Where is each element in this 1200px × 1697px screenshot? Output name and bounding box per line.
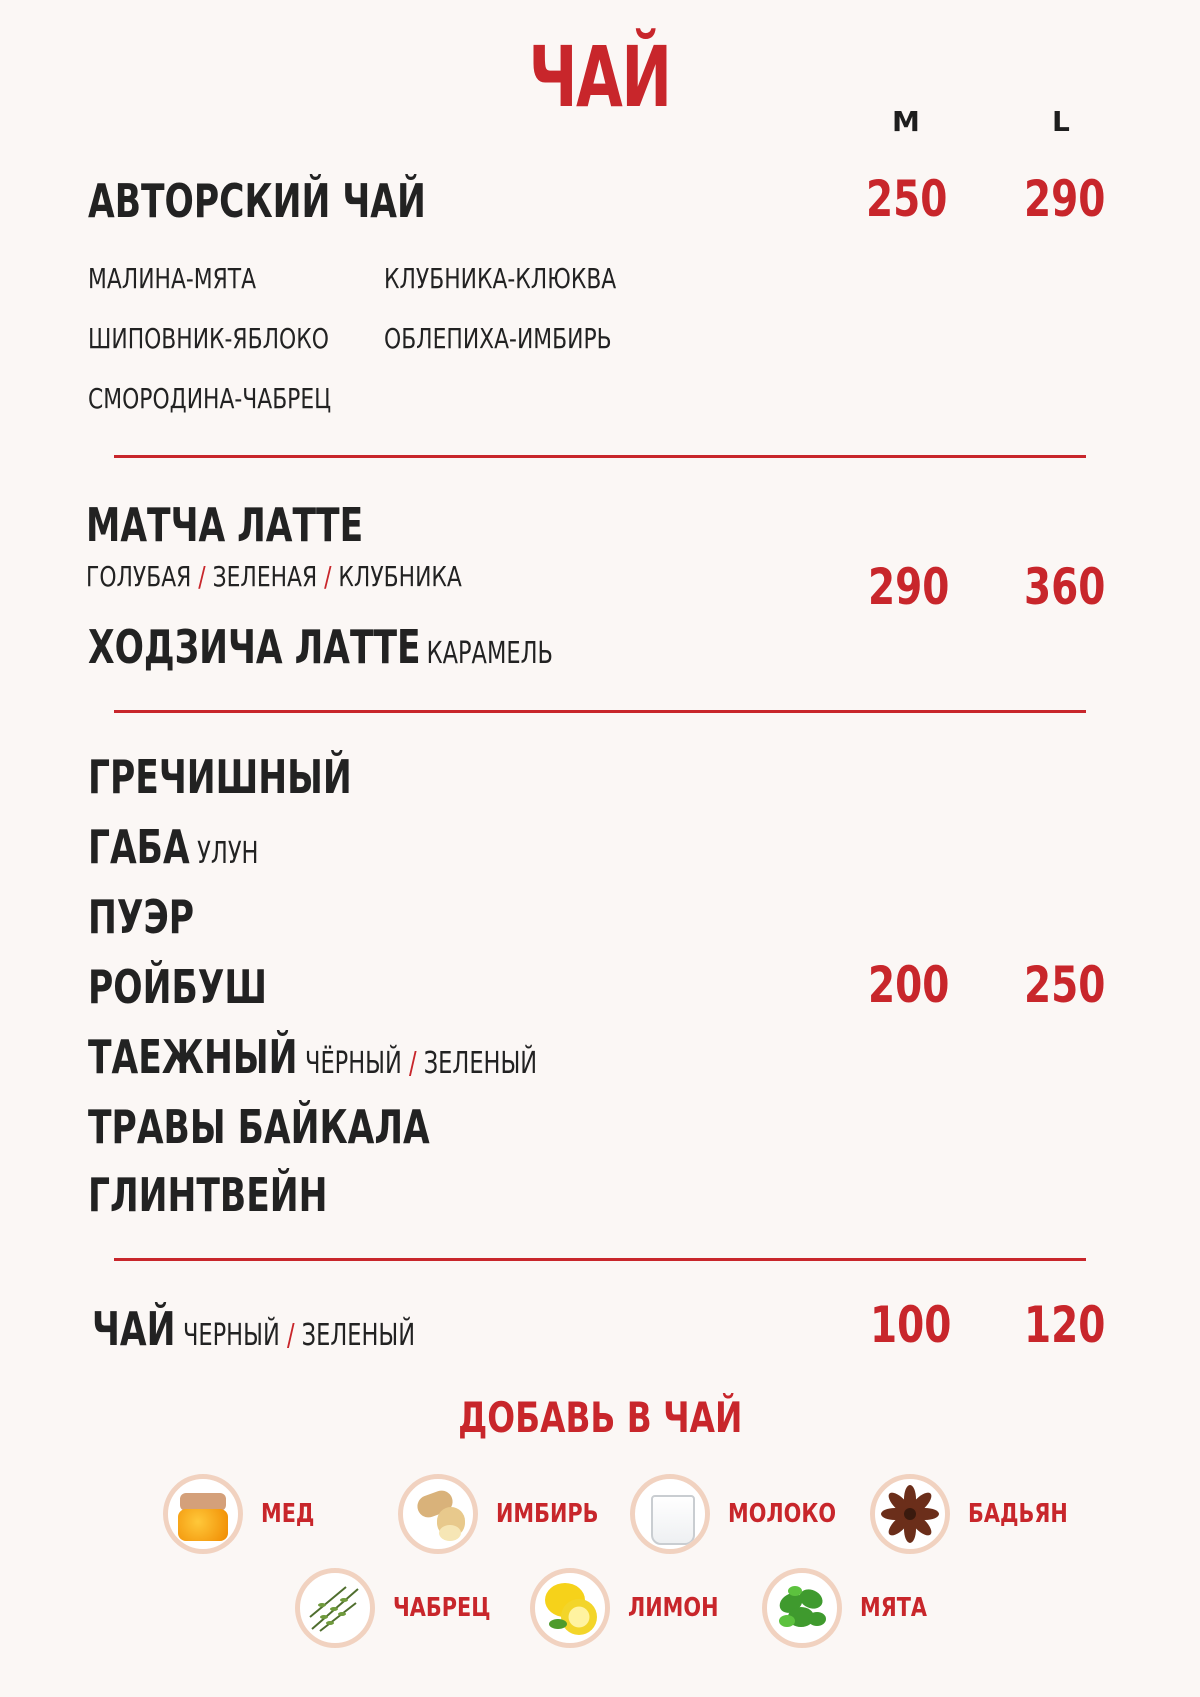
lemon-icon (530, 1568, 610, 1648)
section-divider (114, 710, 1086, 713)
star-anise-icon (870, 1474, 950, 1554)
tea-item-puer: ПУЭР (88, 890, 195, 944)
addon-label: ЧАБРЕЦ (393, 1593, 491, 1623)
section-divider (114, 455, 1086, 458)
addon-label: БАДЬЯН (968, 1499, 1068, 1529)
variant-label: ГОЛУБАЯ (86, 560, 192, 593)
hojicha-latte-row (88, 620, 708, 674)
addon-label: МЕД (261, 1499, 315, 1529)
variant-label: ЗЕЛЕНАЯ (212, 560, 318, 593)
flavor-item: МАЛИНА-МЯТА (88, 262, 257, 295)
slash-separator: / (198, 560, 206, 593)
latte-price-m: 290 (868, 558, 950, 616)
addon-honey (163, 1474, 328, 1554)
flavor-item: КЛУБНИКА-КЛЮКВА (384, 262, 617, 295)
addon-lemon (530, 1568, 741, 1648)
honey-icon (163, 1474, 243, 1554)
author-price-m: 250 (866, 170, 948, 228)
slash-separator: / (324, 560, 332, 593)
matcha-variants (86, 560, 568, 593)
flavor-item: СМОРОДИНА-ЧАБРЕЦ (88, 382, 332, 415)
mint-icon (762, 1568, 842, 1648)
author-price-l: 290 (1024, 170, 1106, 228)
addon-label: МОЛОКО (728, 1499, 837, 1529)
addon-ginger (398, 1474, 624, 1554)
addon-milk (630, 1474, 863, 1554)
latte-price-l: 360 (1024, 558, 1106, 616)
matcha-latte-name: МАТЧА ЛАТТЕ (86, 498, 364, 552)
thyme-icon (295, 1568, 375, 1648)
tea-note: ЧЁРНЫЙ / ЗЕЛЕНЫЙ (305, 1046, 538, 1081)
author-tea-name: АВТОРСКИЙ ЧАЙ (88, 174, 426, 228)
tea-note: УЛУН (197, 836, 259, 871)
section-divider (114, 1258, 1086, 1261)
addon-label: ИМБИРЬ (496, 1499, 599, 1529)
tea-item-taezhny: ТАЕЖНЫЙ ЧЁРНЫЙ / ЗЕЛЕНЫЙ (88, 1030, 538, 1084)
hojicha-latte-name: ХОДЗИЧА ЛАТТЕ (88, 620, 421, 674)
page-title: ЧАЙ (528, 28, 671, 126)
flavor-item: ОБЛЕПИХА-ИМБИРЬ (384, 322, 612, 355)
addon-mint (762, 1568, 944, 1648)
addon-thyme (295, 1568, 515, 1648)
addon-label: МЯТА (860, 1593, 928, 1623)
tea-item-gaba: ГАБА УЛУН (88, 820, 259, 874)
plain-price-l: 120 (1024, 1296, 1106, 1354)
addons-title: ДОБАВЬ В ЧАЙ (457, 1393, 743, 1442)
plain-tea-note: ЧЕРНЫЙ / ЗЕЛЕНЫЙ (182, 1318, 416, 1353)
variant-label: КЛУБНИКА (338, 560, 462, 593)
hojicha-variant: КАРАМЕЛЬ (426, 636, 553, 671)
tea-item-glintvein: ГЛИНТВЕЙН (88, 1168, 328, 1222)
teas-price-l: 250 (1024, 956, 1106, 1014)
teas-price-m: 200 (868, 956, 950, 1014)
tea-item-roibush: РОЙБУШ (88, 960, 268, 1014)
plain-tea-name: ЧАЙ (92, 1302, 176, 1356)
addon-star-anise (870, 1474, 1093, 1554)
tea-item-travy-baikala: ТРАВЫ БАЙКАЛА (88, 1100, 430, 1154)
tea-item-grechishny: ГРЕЧИШНЫЙ (88, 750, 352, 804)
plain-price-m: 100 (870, 1296, 952, 1354)
plain-tea-row (92, 1302, 523, 1356)
size-l-label: L (1052, 105, 1070, 138)
size-m-label: M (892, 105, 920, 138)
ginger-icon (398, 1474, 478, 1554)
addon-label: ЛИМОН (628, 1593, 719, 1623)
flavor-item: ШИПОВНИК-ЯБЛОКО (88, 322, 329, 355)
milk-icon (630, 1474, 710, 1554)
